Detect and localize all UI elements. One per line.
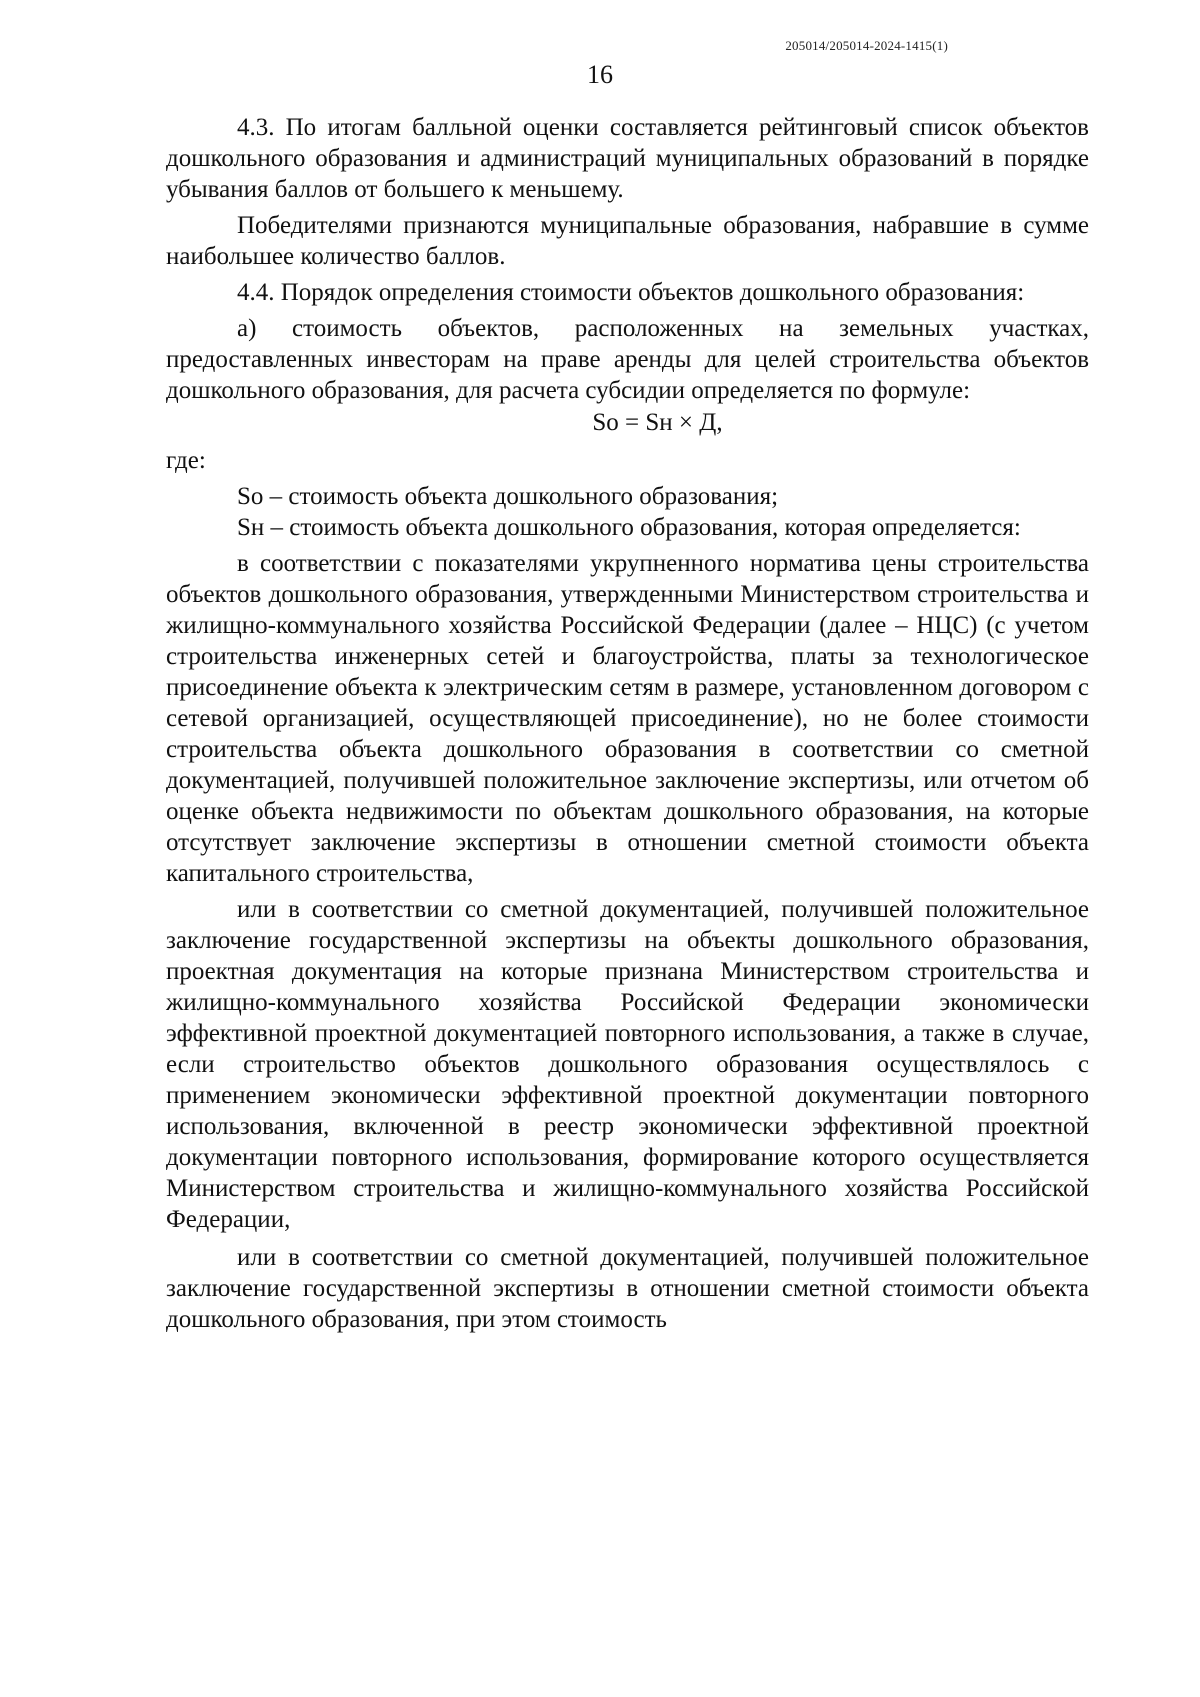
document-body	[166, 112, 1089, 1335]
paragraph-ncs: в соответствии с показателями укрупненного норматива цены строительства объектов дошкольного образования, утвержденными Министерством строительства и жилищно-коммунального хозяйства Российской Федерации (далее – НЦС) (с учетом строительства инженерных сетей и благоустройства, платы за технологическое присоединение объекта к электрическим сетям в размере, установленном договором с сетевой организацией, осуществляющей присоединение), но не более стоимости строительства объекта дошкольного образования в соответствии со сметной документацией, получившей положительное заключение экспертизы, или отчетом об оценке объекта недвижимости по объектам дошкольного образования, на которые отсутствует заключение экспертизы в отношении сметной стоимости объекта капитального строительства,	[166, 550, 1089, 887]
definition-sn: Sн – стоимость объекта дошкольного образования, которая определяется:	[237, 514, 1021, 541]
paragraph-winners: Победителями признаются муниципальные образования, набравшие в сумме наибольшее количество баллов.	[166, 212, 1089, 270]
document-id: 205014/205014-2024-1415(1)	[785, 38, 948, 53]
definition-so: Sо – стоимость объекта дошкольного образования;	[237, 483, 779, 510]
paragraph-subitem-a: а) стоимость объектов, расположенных на земельных участках, предоставленных инвесторам на праве аренды для целей строительства объектов дошкольного образования, для расчета субсидии определяется по формуле:	[166, 315, 1089, 404]
page-number: 16	[587, 60, 613, 89]
paragraph-4-3: 4.3. По итогам балльной оценки составляется рейтинговый список объектов дошкольного образования и администраций муниципальных образований в порядке убывания баллов от большего к меньшему.	[166, 114, 1089, 203]
paragraph-reuse-documentation: или в соответствии со сметной документацией, получившей положительное заключение государственной экспертизы на объекты дошкольного образования, проектная документация на которые признана Министерством строительства и жилищно-коммунального хозяйства Российской Федерации экономически эффективной проектной документацией повторного использования, а также в случае, если строительство объектов дошкольного образования осуществлялось с применением экономически эффективной проектной документации повторного использования, включенной в реестр экономически эффективной проектной документации повторного использования, формирование которого осуществляется Министерством строительства и жилищно-коммунального хозяйства Российской Федерации,	[166, 896, 1089, 1233]
paragraph-state-expertise: или в соответствии со сметной документацией, получившей положительное заключение государственной экспертизы в отношении сметной стоимости объекта дошкольного образования, при этом стоимость	[166, 1244, 1089, 1333]
where-label: где:	[166, 447, 206, 474]
formula: Sо = Sн × Д,	[592, 409, 723, 436]
paragraph-4-4: 4.4. Порядок определения стоимости объектов дошкольного образования:	[237, 279, 1025, 306]
